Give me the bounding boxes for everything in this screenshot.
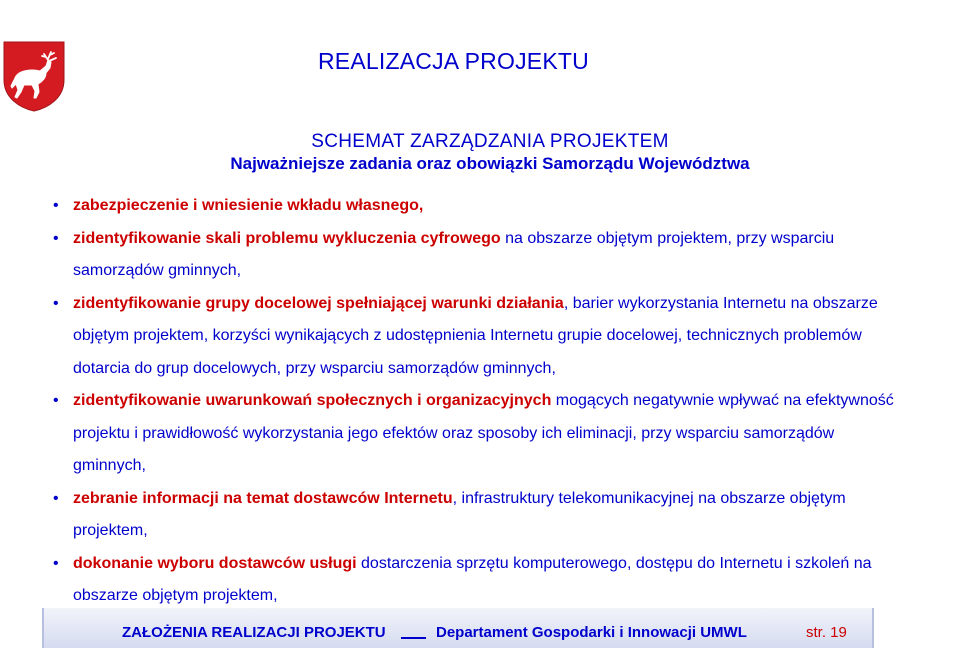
- bullet-icon: •: [53, 392, 59, 409]
- item-text: , barier wykorzystania Internetu na obszarze objętym projektem, korzyści wynikających z udostępnienia Internetu grupie docelowej, technicznych problemów dotarcia do grup docelowych, przy wsparciu samorządów gminnych,: [73, 294, 878, 377]
- item-highlight: zebranie informacji na temat dostawców Internetu: [73, 489, 453, 507]
- bullet-icon: •: [53, 294, 59, 312]
- list-item: [0, 288, 900, 386]
- footer-section-title: ZAŁOŻENIA REALIZACJI PROJEKTU: [122, 624, 386, 641]
- item-highlight: zidentyfikowanie skali problemu wykluczenia cyfrowego: [73, 229, 501, 247]
- footer-department: Departament Gospodarki i Innowacji UMWL: [436, 624, 747, 641]
- list-item: [0, 483, 900, 548]
- bullet-icon: •: [53, 489, 59, 507]
- item-text: mogących negatywnie wpływać na efektywność projektu i prawidłowość wykorzystania jego efektów oraz sposoby ich eliminacji, przy wsparciu samorządów gminnych,: [73, 392, 894, 474]
- bullet-icon: •: [53, 554, 59, 572]
- bullet-icon: •: [53, 197, 59, 214]
- item-highlight: zabezpieczenie i wniesienie wkładu własnego,: [73, 197, 424, 214]
- task-list: [0, 190, 900, 613]
- footer-bar: [42, 608, 874, 648]
- page-number: str. 19: [806, 624, 847, 641]
- item-highlight: zidentyfikowanie uwarunkowań społecznych i organizacyjnych: [73, 392, 552, 409]
- subtitle-block: [0, 130, 960, 174]
- scheme-title: SCHEMAT ZARZĄDZANIA PROJEKTEM: [311, 131, 669, 152]
- item-highlight: zidentyfikowanie grupy docelowej spełniającej warunki działania: [73, 294, 564, 312]
- list-item: [0, 190, 900, 223]
- item-text: na obszarze objętym projektem, przy wsparciu samorządów gminnych,: [73, 229, 835, 279]
- scheme-subtitle: Najważniejsze zadania oraz obowiązki Samorządu Województwa: [230, 154, 750, 173]
- list-item: [0, 385, 900, 483]
- crest-icon: [2, 40, 66, 112]
- list-item: [0, 548, 900, 613]
- page-title: REALIZACJA PROJEKTU: [318, 48, 589, 74]
- item-text: dostarczenia sprzętu komputerowego, dostępu do Internetu i szkoleń na obszarze objętym projektem,: [73, 554, 872, 604]
- list-item: [0, 223, 900, 288]
- item-highlight: dokonanie wyboru dostawców usługi: [73, 554, 357, 572]
- footer-divider: [401, 637, 426, 639]
- bullet-icon: •: [53, 229, 59, 247]
- item-text: , infrastruktury telekomunikacyjnej na obszarze objętym projektem,: [73, 489, 846, 539]
